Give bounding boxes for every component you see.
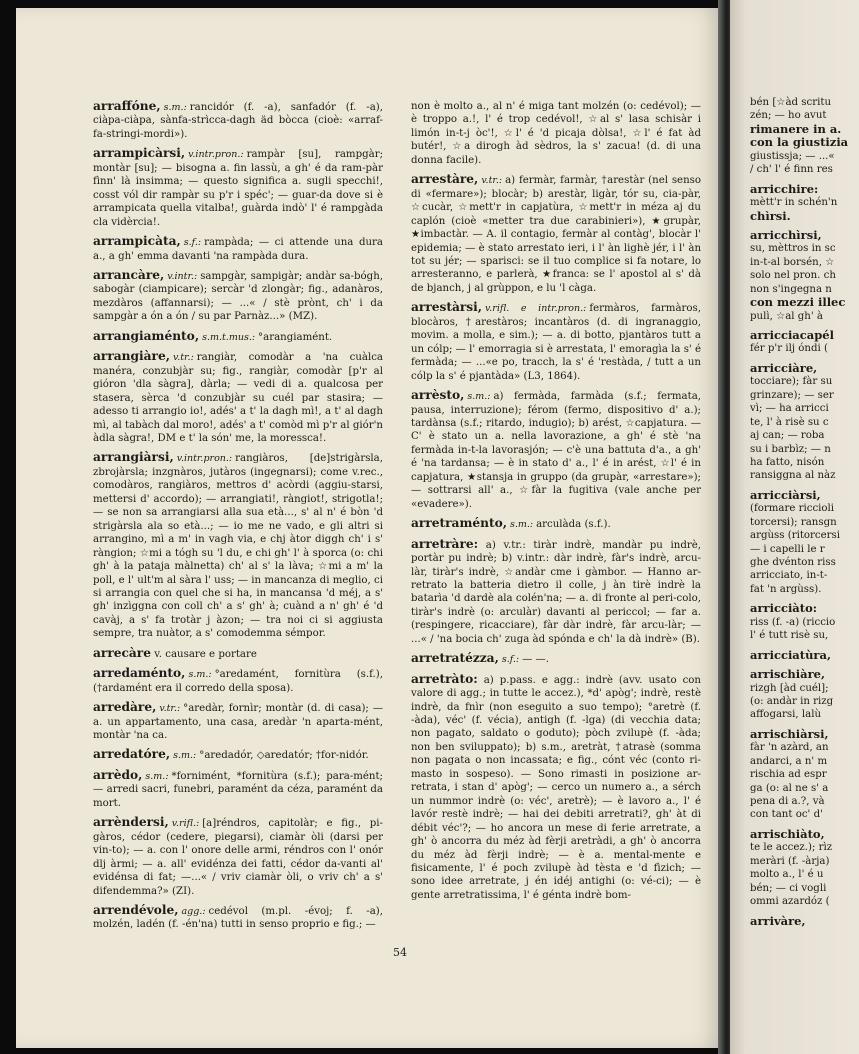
entry-headword: arrampicàta,: [93, 234, 181, 249]
entry-headword: arrancàre,: [93, 267, 165, 282]
dictionary-entry: [93, 667, 383, 695]
dictionary-entry: [411, 652, 701, 666]
dictionary-entry: [93, 235, 383, 263]
entry-grammar: v.rifl. e intr.pron.:: [485, 303, 587, 315]
text-fragment: ghe dvénton riss: [750, 557, 836, 568]
text-fragment: andarci, a n' m: [750, 755, 828, 767]
text-fragment: con mezzi illec: [750, 295, 846, 310]
entry-body: rancidór (f. -a), sanfadór (f. -a), ciàpa-ciàpa, sànfa-strìcca-dagh äd bòcca (cioè: «arraf-fa-stringi-mordi»).: [93, 102, 383, 140]
dictionary-entry: [93, 904, 383, 932]
entry-grammar: s.m.:: [188, 669, 212, 681]
right-page: [730, 0, 859, 1054]
entry-headword: arraffóne,: [93, 99, 161, 113]
entry-headword: arretràre:: [411, 536, 479, 551]
text-fragment: aj can; — roba: [750, 430, 825, 442]
entry-headword: arrangiàre,: [93, 349, 170, 364]
text-fragment: (o: andàr in rizg: [750, 695, 834, 707]
entry-headword: arrèdo,: [93, 767, 143, 782]
entry-grammar: s.m.:: [145, 770, 169, 782]
text-fragment: su, mèttros in sc: [750, 243, 836, 255]
entry-grammar: s.m.t.mus.:: [202, 331, 256, 343]
text-fragment: arrischiàto,: [750, 826, 825, 841]
text-fragment: affogarsi, lalù: [750, 709, 822, 721]
text-fragment: fàr 'n azàrd, an: [750, 742, 829, 754]
text-fragment: pena di a.?, và: [750, 796, 825, 807]
text-fragment: te, l' à risè su c: [750, 416, 829, 428]
entry-grammar: v.tr.:: [159, 703, 181, 715]
text-fragment: chìrsi.: [750, 208, 791, 223]
text-fragment: — i capelli le r: [750, 543, 825, 555]
text-fragment: meràri (f. -àrja): [750, 855, 830, 867]
entry-body: a) fermàr, farmàr, †arestàr (nel senso di «fermare»); blocàr; b) arestàr, ligàr, tór su, cia-pàr, ☆cucàr, ☆mett'r in capjatùra, ☆mett'r in méza aj du caplón (cioè «metter tra due carabinieri»), ★grupàr, ★imbactàr. — A. il contagio, fermàr al contàg', blocàr l' epidemia; — è stato arrestato ieri, i l' àn lighè jér, i l' àn tot su jér; — sparisci: se il tuo complice si fa notare, lo arresteranno, e parlerà, ★franca: se l' apostol al s' dà de bjanch, j al grùppon, e lu 'l càga.: [411, 175, 701, 294]
entry-body: *fornimént, *fornitùra (s.f.); para-mént; — arredi sacri, funebri, paramént da céza, paramént da mort.: [93, 770, 383, 809]
text-fragment: con tant oc' d': [750, 809, 823, 821]
entry-grammar: v.intr.pron.:: [188, 149, 244, 161]
text-fragment: rimanere in a.: [750, 121, 842, 136]
text-fragment: / ch' l' é finn res: [750, 164, 833, 176]
text-fragment: molto a., l' é u: [750, 869, 824, 881]
text-fragment: mètt'r in schén'n: [750, 197, 838, 209]
entry-headword: arretraménto,: [411, 516, 507, 531]
entry-body: a) p.pass. e agg.: indrè (avv. usato con valore di agg.; in tutte le accez.), *d' apòg'; indrè, restè indrè, da fnìr (non eseguito a suo tempo); °aretrè (f. -àda), véc' (f. vécia), antigh (f. -lga) (di vecchia data; non pagato, saldato o goduto); pòch zvilupè (f. -àda; non ben sviluppato); b) s.m., aretràt, †atrasè (somma non pagata o non incassata; e fig., cónt véc (conto ri-masto in sospeso). — Sono rimasti in posizione ar-retrata, i stan d' apòg'; — cerco un numero a., a sérch un nummor indrè (o: véc', aretrè); — è lavoro a., l' é lavór restè indrè; — hai dei debiti arretrati?, gh' àt di débit véc'?; — ho ancora un mese di ferie arretrate, a gh' ò ancorra du méz àd fèrji aretràdi, a gh' ò ancorra du méz àd fèrji indrè; — è a. mental-mente e fisicamente, l' é poch zvilupè àd tèsta e 'd fìzich; — sono idee arretrate, j én idéj antighi (o: vé-ci); — è gente arretratissima, l' é génta indrè bom-: [411, 674, 701, 901]
dictionary-entry: [93, 701, 383, 742]
dictionary-entry: [411, 100, 701, 167]
text-fragment: torcersi); ransgn: [750, 516, 837, 528]
text-fragment: arricciàto:: [750, 601, 817, 616]
dictionary-entry: [93, 451, 383, 640]
text-fragment: l' é tutt risè su,: [750, 630, 829, 642]
entry-body: rampàda; — ci attende una dura a., a gh' emma davanti 'na rampàda dura.: [93, 237, 383, 262]
text-fragment: rischia ad espr: [750, 769, 827, 781]
entry-body: a) v.tr.: tiràr indrè, mandàr pu indrè, portàr pu indrè; b) v.intr.: dàr indrè, fàr's indrè, arcu-làr, tiràr's indrè, ☆andàr cme i gàmbor. — Hanno ar-retrato la batteria dietro il colle, j àn tirè indrè la batarìa 'd dardè ala colén'na; — a. di fronte al peri-colo, tiràr's indrè (o: arculàr) davanti al periccol; — far a. (respingere, ricacciare), fàr dàr indrè, fàr arcu-làr; — ...« / 'na bocia ch' zuga àd spónda e ch' la dà indrè» (B).: [411, 539, 701, 645]
text-fragment: arricchìrsi,: [750, 227, 822, 242]
entry-grammar: s.m.:: [467, 391, 491, 403]
text-fragment: bén; — ci vogli: [750, 882, 827, 894]
column-left: [93, 100, 383, 938]
text-fragment: arrivàre,: [750, 913, 806, 928]
entry-body: fermàros, farmàros, blocàros, †arestàros; incantàros (d. di ingranaggio, movim. a molla, e sim.); — a. di botto, pjantàros tutt a un cólp; — l' emorragia si è arrestata, l' emoragìa la s' é fermàda; — ...«e po, tracch, la s' é 'restàda, / tutt a un cólp la s' é pjantàda» (L3, 1864).: [411, 303, 702, 382]
entry-grammar: v.intr.pron.:: [176, 453, 233, 465]
dictionary-entry: [411, 301, 701, 383]
dictionary-entry: [93, 816, 383, 898]
entry-headword: arrèsto,: [411, 388, 465, 403]
text-fragment: rizgh [àd cuél];: [750, 682, 829, 694]
entry-grammar: s.m.:: [173, 750, 197, 762]
entry-grammar: s.f.:: [183, 237, 202, 249]
text-fragment: arricciacapél: [750, 328, 834, 342]
text-fragment: con la giustizia: [750, 135, 849, 150]
entry-headword: arredatóre,: [93, 747, 171, 762]
text-fragment: ommi azardóz (: [750, 896, 830, 908]
entry-grammar: v.intr.:: [167, 270, 198, 282]
text-fragment: arrischiàrsi,: [750, 726, 829, 741]
entry-headword: arrangiaménto,: [93, 328, 200, 343]
dictionary-entry: [411, 389, 701, 511]
dictionary-entry: [411, 673, 701, 903]
entry-body: rangiàros, [de]strigàrsla, zbrojàrsla; inzgnàros, jutàros (ingegnarsi); come v.rec., comodàros, rangiàros, mettros d' acòrdi (aggiu-starsi, mettersi d' accordo); — arrangiati!, ràngiot!, strigotla!; — se non sa arrangiarsi alla sua età..., s' al n' é bòn 'd strigàrsla ala so età...; — io me ne vado, e gli altri si arrangino, mì a m' in vagh via, e chj àtor diggh ch' i s' ràngion; ☆mi a tógh su 'l du, e chi gh' l' à sporca (o: chi gh' à la pataja màlnetta) ch' al s' la làva; ☆mi a m' la poll, e l' ult'm al sàra l' uss; — in mancanza di meglio, ci si arrangia con quel che si ha, in mancansa 'd méj, a s' gh' inzìggna con coll ch' a s' gh' à; cuànd a n' gh' é 'd cavàj, a s' fa trotàr j àzon; — tra noi ci si aggiusta sempre, tra nuàtor, a s' comodemma sémpor.: [93, 453, 383, 640]
entry-headword: arredaménto,: [93, 666, 186, 681]
text-fragment: argùss (ritorcersi: [750, 530, 841, 542]
right-page-text: [750, 96, 859, 928]
entry-grammar: v.tr.:: [172, 352, 194, 364]
entry-body: [a]réndros, capitolàr; e fig., pi-gàros, cédor (cedere, piegarsi), ciamàr òli (darsi per vin-to); — a. con l' onore delle armi, réndros con l' onór dlj àrmi; — a. all' evidénza dei fatti, cédor da-vanti al' evidénsa di fat; —...« / vriv ciamàr òli, o vriv ch' a s' difendemma?» (ZI).: [93, 818, 383, 897]
entry-body: non è molto a., al n' é miga tant molzén (o: cedévol); — è troppo a.!, l' é trop cedévol!, ☆al s' lasa schisàr i limón in-t-j òc'!, ☆l' é 'd picaja dòlsa!, ☆l' é fat àd butér!, ☆a dirogh àd sèdros, la s' zacua! (d. di una donna facile).: [411, 101, 701, 166]
dictionary-entry: [411, 517, 701, 531]
column-right: [411, 100, 701, 908]
text-fragment: vì; — ha arricci: [750, 403, 829, 415]
entry-body: — —.: [522, 654, 549, 666]
dictionary-entry: [411, 538, 701, 647]
text-fragment: ga (o: al ne s' a: [750, 782, 829, 794]
dictionary-entry: [93, 769, 383, 810]
text-fragment: su i barbìz; — n: [750, 443, 831, 455]
text-fragment: arricciàre,: [750, 360, 818, 375]
text-fragment: tocciare); fàr su: [750, 376, 833, 388]
text-fragment: arricciàrsi,: [750, 487, 821, 502]
entry-grammar: s.f.:: [501, 654, 520, 666]
text-fragment: (formare riccioli: [750, 503, 835, 515]
entry-grammar: v.tr.:: [481, 175, 503, 187]
dictionary-entry: [93, 330, 383, 344]
text-fragment: bén [☆àd scritu: [750, 97, 832, 108]
entry-headword: arrestàrsi,: [411, 300, 483, 315]
text-fragment: fat 'n argùss).: [750, 583, 822, 595]
entry-body: °arangiamént.: [258, 331, 333, 343]
entry-grammar: v.rifl.:: [171, 818, 200, 830]
entry-body: rangiàr, comodàr a 'na cuàlca manéra, conzubjàr su; fig., rangiàr, comodàr [p'r al gióron 'dla sàgra], dàrla; — vedi di a. qualcosa per stasera, sèrca 'd conzubjàr su cuél par stasira; — adesso ti arrangio io!, adés' a t' la dagh mì!, a t' al dagh mì, al tabàch dal moro!, adés' a t' comòd mì p'r al giór'n àdla sàgra!, DM e t' la són' me, la moressca!.: [93, 352, 383, 444]
entry-headword: arredàre,: [93, 700, 157, 715]
text-fragment: arricciato, in-t-: [750, 570, 828, 582]
text-fragment: arrischiàre,: [750, 667, 825, 682]
text-fragment: in-t-al borsén, ☆: [750, 256, 835, 268]
text-fragment: arricciatùra,: [750, 647, 831, 662]
entry-headword: arrampicàrsi,: [93, 146, 186, 161]
dictionary-entry: [93, 269, 383, 324]
entry-grammar: agg.:: [181, 906, 206, 918]
dictionary-entry: [93, 100, 383, 141]
entry-body: °aredamént, fornitùra (s.f.), (†ardamént era il corredo della sposa).: [93, 669, 383, 694]
entry-headword: arrecàre: [93, 645, 151, 660]
dictionary-entry: [93, 147, 383, 229]
page-number: 54: [393, 946, 407, 959]
text-fragment: riss (f. -a) (riccio: [750, 616, 836, 628]
text-fragment: solo nel pron. ch: [750, 270, 836, 282]
dictionary-entry: [93, 647, 383, 661]
entry-headword: arretratézza,: [411, 651, 499, 666]
entry-headword: arrestàre,: [411, 172, 479, 187]
dictionary-entry: [93, 350, 383, 445]
entry-headword: arrendévole,: [93, 903, 179, 918]
text-fragment: grinzare); — ser: [750, 389, 834, 401]
entry-body: v. causare e portare: [154, 648, 257, 660]
entry-body: rampàr [su], rampgàr; montàr [su]; — bisogna a. fin lassù, a gh' é da ram-pàr fìnn' là insimma; — questo significa a. sugli specchi!, cosst vól dir rampàr su p'r i spéc'; — guar-da dove si è arrampicata quella vitalba!, guàrda indò' l' é rampgàda cla vidèrcia!.: [93, 149, 383, 228]
text-fragment: te le accez.); rìz: [750, 842, 833, 854]
text-fragment: zén; — ho avut: [750, 110, 827, 122]
entry-body: sampgàr, sampigàr; andàr sa-bógh, sabogàr (ciampicare); sercàr 'd zlongàr; fig., adanàros, mezdàros (affannarsi); — ...« / stè prònt, ch' i da sampgàr a ón a ón / su par Parnàz...» (MZ).: [93, 270, 383, 323]
text-fragment: giustissja; — ...«: [750, 150, 835, 162]
entry-grammar: s.m.:: [509, 519, 534, 531]
text-fragment: ha fatto, nisón: [750, 456, 825, 468]
entry-body: °aredàr, fornìr; montàr (d. di casa); — a. un appartamento, una casa, aredàr 'n aparta-mént, montàr 'na ca.: [93, 703, 383, 742]
text-fragment: pulì, ☆al gh' à: [750, 310, 823, 322]
dictionary-entry: [93, 748, 383, 762]
entry-headword: arretràto:: [411, 671, 478, 686]
entry-body: °aredadór, ◇aredatór; †for-nidór.: [199, 750, 369, 762]
entry-headword: arrèndersi,: [93, 815, 169, 830]
entry-body: a) fermàda, farmàda (s.f.; fermata, pausa, interruzione); férom (fermo, dispositivo d' a.); tardànsa (s.f.; ritardo, indugio); b) arést, ☆capjatura. — C' è stato un a. nella lavorazione, a gh' é stè 'na fermàda in-t-la lavorasjón; — c'è una battuta d'a., a gh' é 'na tardansa; — è in stato d' a., l' é in arést, ☆l' é in capjatura, ★stansja in gruppo (da grupàr, «arrestare»); — sottrarsi all' a., ☆fàr la fugitiva (vale anche per «evadere»).: [411, 391, 701, 510]
entry-body: arculàda (s.f.).: [536, 519, 611, 531]
dictionary-entry: [411, 173, 701, 295]
text-fragment: arricchire:: [750, 181, 819, 196]
text-fragment: ransiggna al nàz: [750, 470, 836, 482]
entry-grammar: s.m.:: [163, 102, 187, 113]
text-fragment: non s'ingegna n: [750, 283, 832, 295]
entry-body: cedévol (m.pl. -évoj; f. -a), molzén, ladén (f. -én'na) tutti in senso proprio e fig.; —: [93, 906, 383, 931]
text-fragment: fér p'r ilj óndi (: [750, 343, 828, 355]
entry-headword: arrangiàrsi,: [93, 450, 174, 465]
